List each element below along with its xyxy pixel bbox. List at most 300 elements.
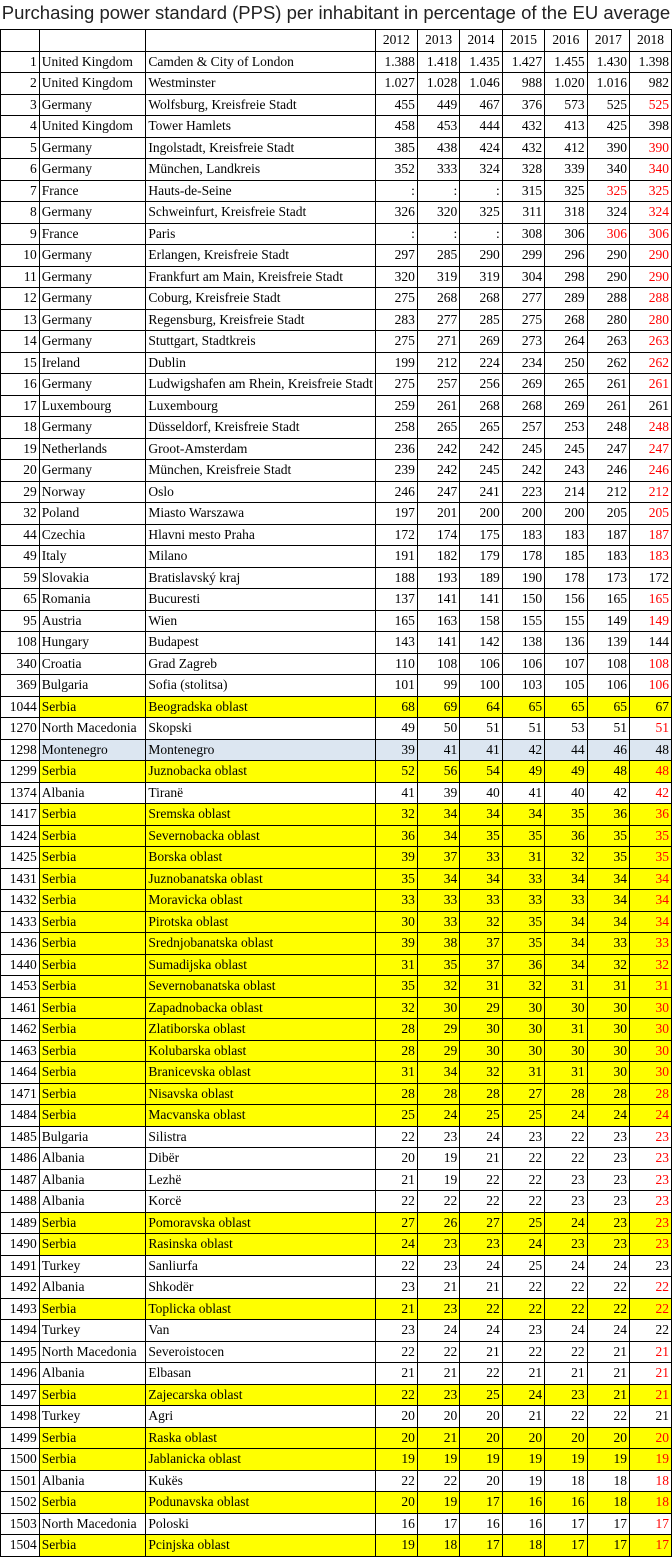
table-row — [1, 1406, 672, 1428]
country-cell: Luxembourg — [39, 395, 146, 417]
value-cell: 150 — [502, 589, 544, 611]
table-row — [1, 1363, 672, 1385]
value-cell: 20 — [460, 1470, 502, 1492]
value-cell: 21 — [587, 1363, 629, 1385]
value-cell: 247 — [587, 438, 629, 460]
value-cell: 20 — [545, 1427, 587, 1449]
value-cell: 174 — [417, 524, 459, 546]
table-row — [1, 137, 672, 159]
rank-cell: 1490 — [1, 1234, 40, 1256]
value-cell: 46 — [587, 739, 629, 761]
region-cell: Macvanska oblast — [146, 1105, 376, 1127]
value-cell: 189 — [460, 567, 502, 589]
value-cell: 49 — [502, 761, 544, 783]
table-row — [1, 1449, 672, 1471]
value-cell: 22 — [545, 1277, 587, 1299]
region-cell: Toplicka oblast — [146, 1298, 376, 1320]
country-cell: Poland — [39, 503, 146, 525]
rank-cell: 1440 — [1, 954, 40, 976]
value-cell: 21 — [630, 1384, 672, 1406]
rank-cell: 1044 — [1, 696, 40, 718]
value-cell: 155 — [502, 610, 544, 632]
value-cell: 1.430 — [587, 51, 629, 73]
value-cell: 212 — [630, 481, 672, 503]
value-cell: 1.418 — [417, 51, 459, 73]
region-cell: Bucuresti — [146, 589, 376, 611]
table-row — [1, 1470, 672, 1492]
value-cell: 20 — [375, 1427, 417, 1449]
value-cell: 30 — [502, 1019, 544, 1041]
table-row — [1, 266, 672, 288]
value-cell: 23 — [630, 1234, 672, 1256]
value-cell: 21 — [630, 1341, 672, 1363]
rank-cell: 1471 — [1, 1083, 40, 1105]
table-row — [1, 223, 672, 245]
rank-cell: 20 — [1, 460, 40, 482]
table-row — [1, 675, 672, 697]
value-cell: 467 — [460, 94, 502, 116]
value-cell: 33 — [630, 933, 672, 955]
value-cell: 22 — [545, 1406, 587, 1428]
value-cell: 23 — [587, 1148, 629, 1170]
value-cell: 263 — [630, 331, 672, 353]
value-cell: 200 — [460, 503, 502, 525]
value-cell: 20 — [502, 1427, 544, 1449]
region-cell: Grad Zagreb — [146, 653, 376, 675]
value-cell: 32 — [375, 804, 417, 826]
region-cell: Zlatiborska oblast — [146, 1019, 376, 1041]
value-cell: 30 — [587, 1019, 629, 1041]
value-cell: 106 — [502, 653, 544, 675]
table-row — [1, 847, 672, 869]
country-cell: Albania — [39, 1363, 146, 1385]
value-cell: 22 — [460, 1191, 502, 1213]
value-cell: 163 — [417, 610, 459, 632]
value-cell: 17 — [545, 1535, 587, 1557]
value-cell: 24 — [417, 1105, 459, 1127]
table-row — [1, 954, 672, 976]
value-cell: 288 — [587, 288, 629, 310]
value-cell: 54 — [460, 761, 502, 783]
value-cell: 34 — [460, 804, 502, 826]
value-cell: 19 — [630, 1449, 672, 1471]
value-cell: 35 — [545, 804, 587, 826]
rank-cell: 1432 — [1, 890, 40, 912]
rank-cell: 6 — [1, 159, 40, 181]
country-cell: North Macedonia — [39, 718, 146, 740]
value-cell: 280 — [630, 309, 672, 331]
value-cell: 285 — [417, 245, 459, 267]
value-cell: 277 — [502, 288, 544, 310]
header-country — [39, 30, 146, 52]
value-cell: 41 — [417, 739, 459, 761]
value-cell: 108 — [630, 653, 672, 675]
country-cell: United Kingdom — [39, 51, 146, 73]
value-cell: 51 — [502, 718, 544, 740]
rank-cell: 15 — [1, 352, 40, 374]
country-cell: Germany — [39, 159, 146, 181]
rank-cell: 8 — [1, 202, 40, 224]
table-row — [1, 761, 672, 783]
country-cell: Serbia — [39, 1040, 146, 1062]
value-cell: 199 — [375, 352, 417, 374]
value-cell: 19 — [460, 1449, 502, 1471]
value-cell: 34 — [545, 933, 587, 955]
value-cell: 139 — [587, 632, 629, 654]
value-cell: 275 — [375, 288, 417, 310]
table-row — [1, 976, 672, 998]
header-year: 2018 — [630, 30, 672, 52]
country-cell: Serbia — [39, 890, 146, 912]
country-cell: Germany — [39, 374, 146, 396]
value-cell: 23 — [630, 1169, 672, 1191]
table-row — [1, 352, 672, 374]
value-cell: 51 — [630, 718, 672, 740]
value-cell: 385 — [375, 137, 417, 159]
value-cell: 187 — [630, 524, 672, 546]
value-cell: 261 — [630, 374, 672, 396]
value-cell: 142 — [460, 632, 502, 654]
pps-table — [0, 29, 672, 1557]
value-cell: 22 — [587, 1298, 629, 1320]
value-cell: 100 — [460, 675, 502, 697]
table-row — [1, 460, 672, 482]
value-cell: 16 — [502, 1513, 544, 1535]
value-cell: 306 — [587, 223, 629, 245]
table-row — [1, 1341, 672, 1363]
value-cell: 247 — [630, 438, 672, 460]
value-cell: 68 — [375, 696, 417, 718]
value-cell: 246 — [587, 460, 629, 482]
value-cell: 141 — [460, 589, 502, 611]
value-cell: 32 — [460, 1062, 502, 1084]
value-cell: 191 — [375, 546, 417, 568]
value-cell: 24 — [587, 1320, 629, 1342]
rank-cell: 1496 — [1, 1363, 40, 1385]
region-cell: Ingolstadt, Kreisfreie Stadt — [146, 137, 376, 159]
value-cell: 22 — [375, 1126, 417, 1148]
table-row — [1, 718, 672, 740]
table-row — [1, 610, 672, 632]
value-cell: 239 — [375, 460, 417, 482]
value-cell: 36 — [630, 804, 672, 826]
country-cell: Albania — [39, 1148, 146, 1170]
table-row — [1, 245, 672, 267]
value-cell: 35 — [460, 825, 502, 847]
rank-cell: 11 — [1, 266, 40, 288]
table-row — [1, 1320, 672, 1342]
rank-cell: 16 — [1, 374, 40, 396]
value-cell: 30 — [417, 997, 459, 1019]
value-cell: 245 — [545, 438, 587, 460]
rank-cell: 65 — [1, 589, 40, 611]
value-cell: 261 — [630, 395, 672, 417]
value-cell: 19 — [587, 1449, 629, 1471]
value-cell: 311 — [502, 202, 544, 224]
value-cell: 101 — [375, 675, 417, 697]
value-cell: 32 — [460, 911, 502, 933]
value-cell: 23 — [545, 1191, 587, 1213]
table-row — [1, 653, 672, 675]
value-cell: 30 — [545, 997, 587, 1019]
value-cell: 261 — [587, 395, 629, 417]
rank-cell: 95 — [1, 610, 40, 632]
value-cell: 24 — [587, 1255, 629, 1277]
value-cell: 143 — [375, 632, 417, 654]
value-cell: 256 — [460, 374, 502, 396]
value-cell: 149 — [630, 610, 672, 632]
region-cell: Jablanicka oblast — [146, 1449, 376, 1471]
region-cell: Bratislavský kraj — [146, 567, 376, 589]
region-cell: Wolfsburg, Kreisfreie Stadt — [146, 94, 376, 116]
value-cell: 340 — [630, 159, 672, 181]
rank-cell: 1493 — [1, 1298, 40, 1320]
value-cell: 165 — [630, 589, 672, 611]
table-row — [1, 890, 672, 912]
rank-cell: 1461 — [1, 997, 40, 1019]
value-cell: 325 — [630, 180, 672, 202]
value-cell: 106 — [460, 653, 502, 675]
rank-cell: 19 — [1, 438, 40, 460]
value-cell: 24 — [545, 1255, 587, 1277]
value-cell: 18 — [502, 1535, 544, 1557]
value-cell: 444 — [460, 116, 502, 138]
value-cell: 268 — [417, 288, 459, 310]
region-cell: Elbasan — [146, 1363, 376, 1385]
value-cell: 185 — [545, 546, 587, 568]
table-row — [1, 1492, 672, 1514]
value-cell: 205 — [587, 503, 629, 525]
region-cell: Shkodër — [146, 1277, 376, 1299]
value-cell: 16 — [460, 1513, 502, 1535]
value-cell: 25 — [502, 1105, 544, 1127]
value-cell: 56 — [417, 761, 459, 783]
value-cell: 17 — [460, 1535, 502, 1557]
value-cell: 273 — [502, 331, 544, 353]
rank-cell: 1431 — [1, 868, 40, 890]
value-cell: 106 — [587, 675, 629, 697]
value-cell: 34 — [630, 890, 672, 912]
value-cell: 22 — [375, 1191, 417, 1213]
value-cell: 67 — [630, 696, 672, 718]
value-cell: 308 — [502, 223, 544, 245]
value-cell: 289 — [545, 288, 587, 310]
value-cell: 19 — [417, 1449, 459, 1471]
value-cell: 18 — [417, 1535, 459, 1557]
value-cell: 33 — [587, 933, 629, 955]
value-cell: 27 — [460, 1212, 502, 1234]
value-cell: 33 — [545, 890, 587, 912]
country-cell: Albania — [39, 1191, 146, 1213]
country-cell: Croatia — [39, 653, 146, 675]
value-cell: 288 — [630, 288, 672, 310]
table-row — [1, 567, 672, 589]
value-cell: 325 — [460, 202, 502, 224]
region-cell: Schweinfurt, Kreisfreie Stadt — [146, 202, 376, 224]
value-cell: 29 — [417, 1040, 459, 1062]
table-row — [1, 782, 672, 804]
value-cell: 32 — [417, 976, 459, 998]
header-region — [146, 30, 376, 52]
region-cell: Dibër — [146, 1148, 376, 1170]
region-cell: Budapest — [146, 632, 376, 654]
value-cell: 33 — [375, 890, 417, 912]
header-year: 2016 — [545, 30, 587, 52]
value-cell: 1.398 — [630, 51, 672, 73]
value-cell: 36 — [502, 954, 544, 976]
country-cell: Montenegro — [39, 739, 146, 761]
region-cell: Hauts-de-Seine — [146, 180, 376, 202]
region-cell: Skopski — [146, 718, 376, 740]
value-cell: 376 — [502, 94, 544, 116]
table-row — [1, 503, 672, 525]
value-cell: 34 — [417, 825, 459, 847]
value-cell: 449 — [417, 94, 459, 116]
value-cell: 39 — [375, 933, 417, 955]
region-cell: Borska oblast — [146, 847, 376, 869]
country-cell: Germany — [39, 460, 146, 482]
rank-cell: 1501 — [1, 1470, 40, 1492]
value-cell: 412 — [545, 137, 587, 159]
region-cell: Juznobacka oblast — [146, 761, 376, 783]
region-cell: Raska oblast — [146, 1427, 376, 1449]
value-cell: 298 — [545, 266, 587, 288]
table-row — [1, 868, 672, 890]
value-cell: 241 — [460, 481, 502, 503]
value-cell: 21 — [587, 1341, 629, 1363]
header-year: 2014 — [460, 30, 502, 52]
value-cell: 17 — [587, 1513, 629, 1535]
value-cell: 1.046 — [460, 73, 502, 95]
table-title: Purchasing power standard (PPS) per inhabitant in percentage of the EU average — [1, 2, 671, 23]
value-cell: 23 — [630, 1148, 672, 1170]
rank-cell: 1487 — [1, 1169, 40, 1191]
value-cell: 18 — [545, 1470, 587, 1492]
value-cell: 340 — [587, 159, 629, 181]
value-cell: 40 — [545, 782, 587, 804]
value-cell: 21 — [630, 1363, 672, 1385]
rank-cell: 1298 — [1, 739, 40, 761]
value-cell: 34 — [417, 1062, 459, 1084]
country-cell: Turkey — [39, 1320, 146, 1342]
country-cell: Turkey — [39, 1255, 146, 1277]
region-cell: Camden & City of London — [146, 51, 376, 73]
value-cell: 18 — [630, 1492, 672, 1514]
country-cell: Serbia — [39, 1062, 146, 1084]
region-cell: Milano — [146, 546, 376, 568]
region-cell: Moravicka oblast — [146, 890, 376, 912]
table-row — [1, 1277, 672, 1299]
country-cell: Romania — [39, 589, 146, 611]
value-cell: 247 — [417, 481, 459, 503]
country-cell: Germany — [39, 309, 146, 331]
value-cell: 1.427 — [502, 51, 544, 73]
value-cell: 30 — [460, 1040, 502, 1062]
value-cell: 280 — [587, 309, 629, 331]
rank-cell: 14 — [1, 331, 40, 353]
value-cell: 23 — [417, 1384, 459, 1406]
value-cell: 24 — [545, 1105, 587, 1127]
region-cell: Sanliurfa — [146, 1255, 376, 1277]
value-cell: 23 — [630, 1212, 672, 1234]
value-cell: 325 — [587, 180, 629, 202]
value-cell: 21 — [460, 1277, 502, 1299]
region-cell: Zapadnobacka oblast — [146, 997, 376, 1019]
value-cell: 23 — [502, 1126, 544, 1148]
value-cell: 36 — [545, 825, 587, 847]
value-cell: 35 — [502, 825, 544, 847]
value-cell: 42 — [502, 739, 544, 761]
rank-cell: 1503 — [1, 1513, 40, 1535]
value-cell: 23 — [417, 1126, 459, 1148]
table-row — [1, 288, 672, 310]
value-cell: 27 — [502, 1083, 544, 1105]
rank-cell: 1464 — [1, 1062, 40, 1084]
value-cell: 30 — [630, 997, 672, 1019]
value-cell: 110 — [375, 653, 417, 675]
value-cell: 20 — [630, 1427, 672, 1449]
region-cell: Poloski — [146, 1513, 376, 1535]
value-cell: 22 — [375, 1470, 417, 1492]
table-row — [1, 417, 672, 439]
value-cell: 268 — [460, 288, 502, 310]
value-cell: 28 — [630, 1083, 672, 1105]
value-cell: 30 — [587, 1062, 629, 1084]
value-cell: 242 — [417, 460, 459, 482]
value-cell: 324 — [460, 159, 502, 181]
value-cell: 178 — [502, 546, 544, 568]
value-cell: 25 — [502, 1255, 544, 1277]
value-cell: 17 — [587, 1535, 629, 1557]
value-cell: 26 — [417, 1212, 459, 1234]
value-cell: 248 — [587, 417, 629, 439]
region-cell: Silistra — [146, 1126, 376, 1148]
country-cell: Albania — [39, 1169, 146, 1191]
table-row — [1, 1298, 672, 1320]
value-cell: 99 — [417, 675, 459, 697]
value-cell: 326 — [375, 202, 417, 224]
header-row — [1, 30, 672, 52]
value-cell: 172 — [630, 567, 672, 589]
region-cell: Coburg, Kreisfreie Stadt — [146, 288, 376, 310]
country-cell: Serbia — [39, 825, 146, 847]
rank-cell: 49 — [1, 546, 40, 568]
rank-cell: 1488 — [1, 1191, 40, 1213]
table-row — [1, 1255, 672, 1277]
value-cell: 283 — [375, 309, 417, 331]
rank-cell: 1495 — [1, 1341, 40, 1363]
value-cell: 328 — [502, 159, 544, 181]
table-row — [1, 632, 672, 654]
value-cell: 22 — [460, 1363, 502, 1385]
value-cell: 175 — [460, 524, 502, 546]
country-cell: Germany — [39, 245, 146, 267]
region-cell: Van — [146, 1320, 376, 1342]
value-cell: 248 — [630, 417, 672, 439]
region-cell: Sumadijska oblast — [146, 954, 376, 976]
value-cell: 51 — [460, 718, 502, 740]
country-cell: Germany — [39, 417, 146, 439]
value-cell: 31 — [587, 976, 629, 998]
value-cell: 22 — [545, 1148, 587, 1170]
value-cell: 156 — [545, 589, 587, 611]
table-row — [1, 1535, 672, 1557]
value-cell: 29 — [417, 1019, 459, 1041]
value-cell: 23 — [587, 1212, 629, 1234]
table-row — [1, 1427, 672, 1449]
value-cell: 31 — [502, 847, 544, 869]
region-cell: Sremska oblast — [146, 804, 376, 826]
